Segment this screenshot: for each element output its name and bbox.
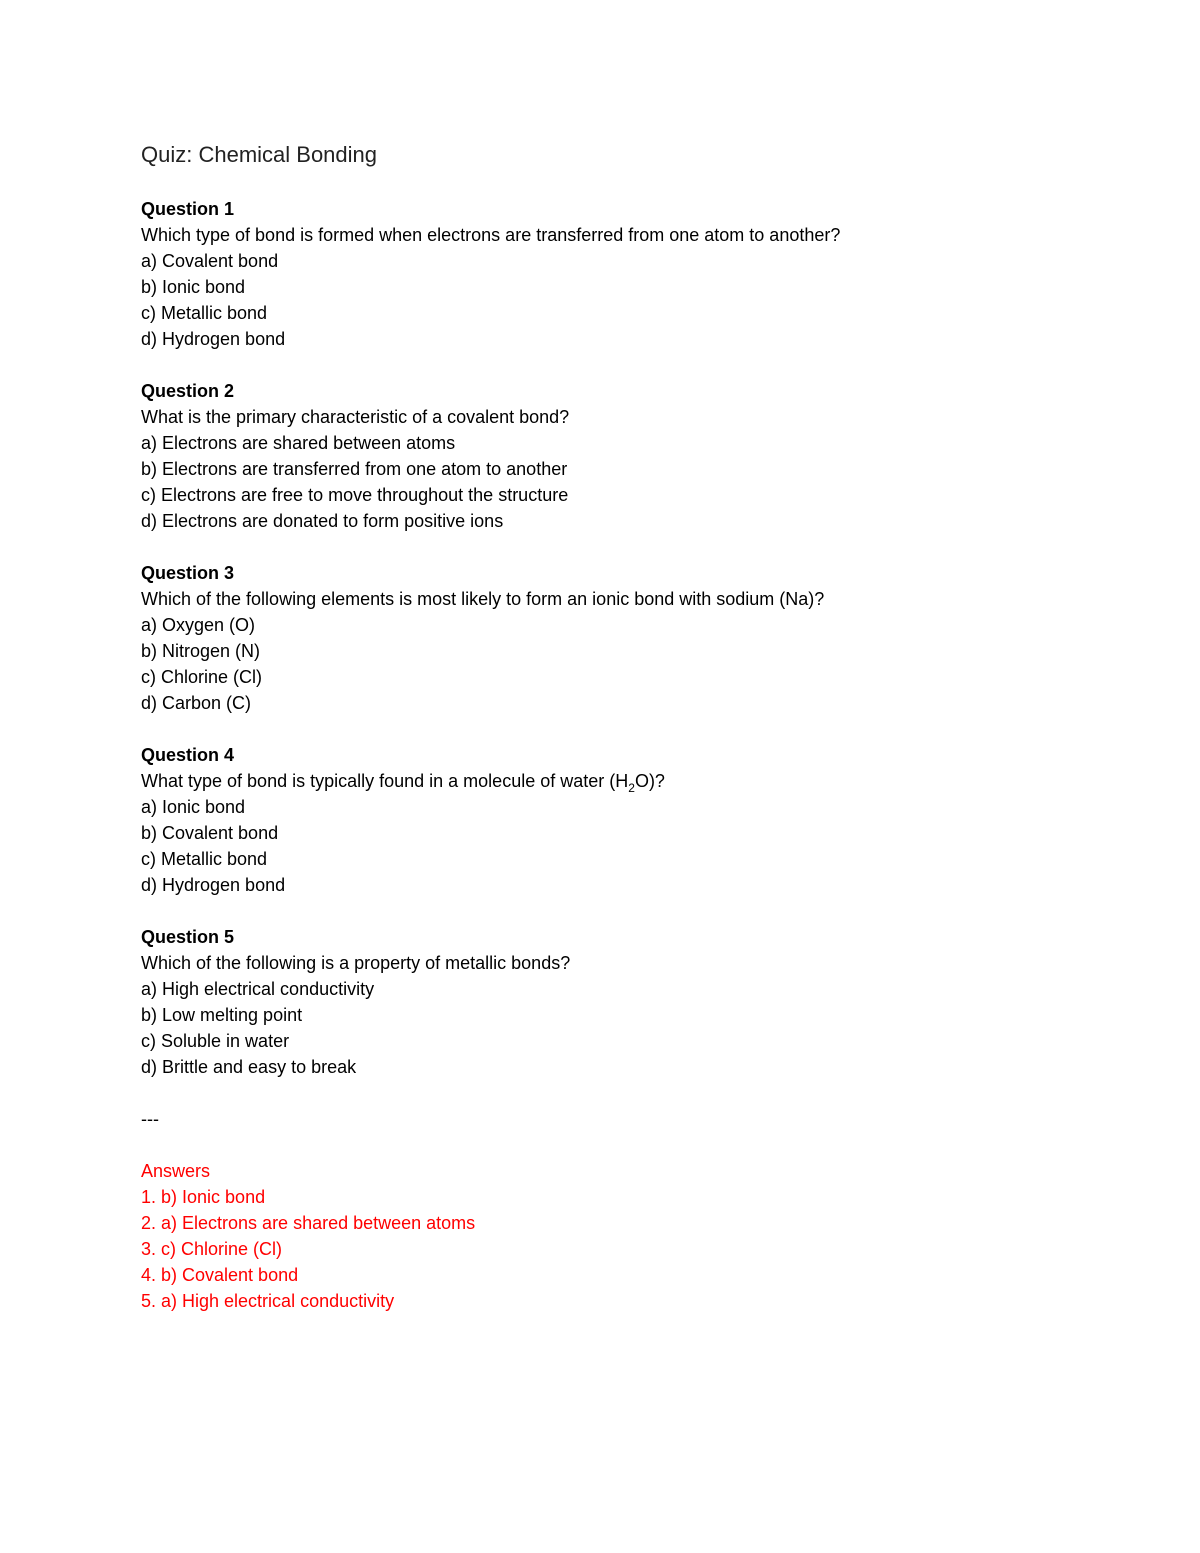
option-list xyxy=(141,612,1141,716)
answer-item: 2. a) Electrons are shared between atoms xyxy=(141,1213,476,1233)
question-text: Which type of bond is formed when electrons are transferred from one atom to another? xyxy=(141,225,841,245)
question-label: Question 5 xyxy=(141,927,235,947)
question-block xyxy=(141,924,1141,1080)
answer-item: 4. b) Covalent bond xyxy=(141,1265,299,1285)
answer-item: 1. b) Ionic bond xyxy=(141,1187,266,1207)
question-label: Question 3 xyxy=(141,563,235,583)
question-text: Which of the following elements is most likely to form an ionic bond with sodium (Na)? xyxy=(141,589,825,609)
option-item: c) Metallic bond xyxy=(141,303,268,323)
option-item: d) Hydrogen bond xyxy=(141,329,286,349)
question-block xyxy=(141,378,1141,534)
answer-item: 3. c) Chlorine (Cl) xyxy=(141,1239,283,1259)
option-item: d) Brittle and easy to break xyxy=(141,1057,357,1077)
question-label: Question 1 xyxy=(141,199,235,219)
question-block xyxy=(141,196,1141,352)
section-separator: --- xyxy=(141,1109,159,1129)
option-list xyxy=(141,976,1141,1080)
option-item: b) Low melting point xyxy=(141,1005,303,1025)
option-item: c) Electrons are free to move throughout the structure xyxy=(141,485,569,505)
document-page xyxy=(141,140,1141,1314)
option-list xyxy=(141,430,1141,534)
option-item: c) Metallic bond xyxy=(141,849,268,869)
option-item: a) Oxygen (O) xyxy=(141,615,256,635)
option-item: d) Carbon (C) xyxy=(141,693,252,713)
question-text-part: What type of bond is typically found in a molecule of water (H xyxy=(141,771,629,791)
option-item: a) High electrical conductivity xyxy=(141,979,375,999)
question-text: What is the primary characteristic of a covalent bond? xyxy=(141,407,570,427)
subscript-two: 2 xyxy=(628,781,635,795)
question-block xyxy=(141,742,1141,898)
option-item: d) Electrons are donated to form positive ions xyxy=(141,511,504,531)
answer-item: 5. a) High electrical conductivity xyxy=(141,1291,395,1311)
option-list xyxy=(141,248,1141,352)
question-label: Question 4 xyxy=(141,745,235,765)
option-item: d) Hydrogen bond xyxy=(141,875,286,895)
option-item: b) Covalent bond xyxy=(141,823,279,843)
option-item: c) Soluble in water xyxy=(141,1031,290,1051)
question-text: Which of the following is a property of metallic bonds? xyxy=(141,953,571,973)
option-item: a) Covalent bond xyxy=(141,251,279,271)
option-item: c) Chlorine (Cl) xyxy=(141,667,263,687)
question-text xyxy=(141,768,1141,794)
option-item: a) Ionic bond xyxy=(141,797,246,817)
question-block xyxy=(141,560,1141,716)
answer-list xyxy=(141,1184,1141,1314)
option-item: b) Ionic bond xyxy=(141,277,246,297)
question-text-part: O)? xyxy=(634,771,665,791)
answers-heading: Answers xyxy=(141,1161,211,1181)
question-label: Question 2 xyxy=(141,381,235,401)
option-item: b) Electrons are transferred from one atom to another xyxy=(141,459,568,479)
option-list xyxy=(141,794,1141,898)
option-item: a) Electrons are shared between atoms xyxy=(141,433,456,453)
answer-key xyxy=(141,1158,1141,1314)
option-item: b) Nitrogen (N) xyxy=(141,641,261,661)
quiz-title: Quiz: Chemical Bonding xyxy=(141,142,378,167)
